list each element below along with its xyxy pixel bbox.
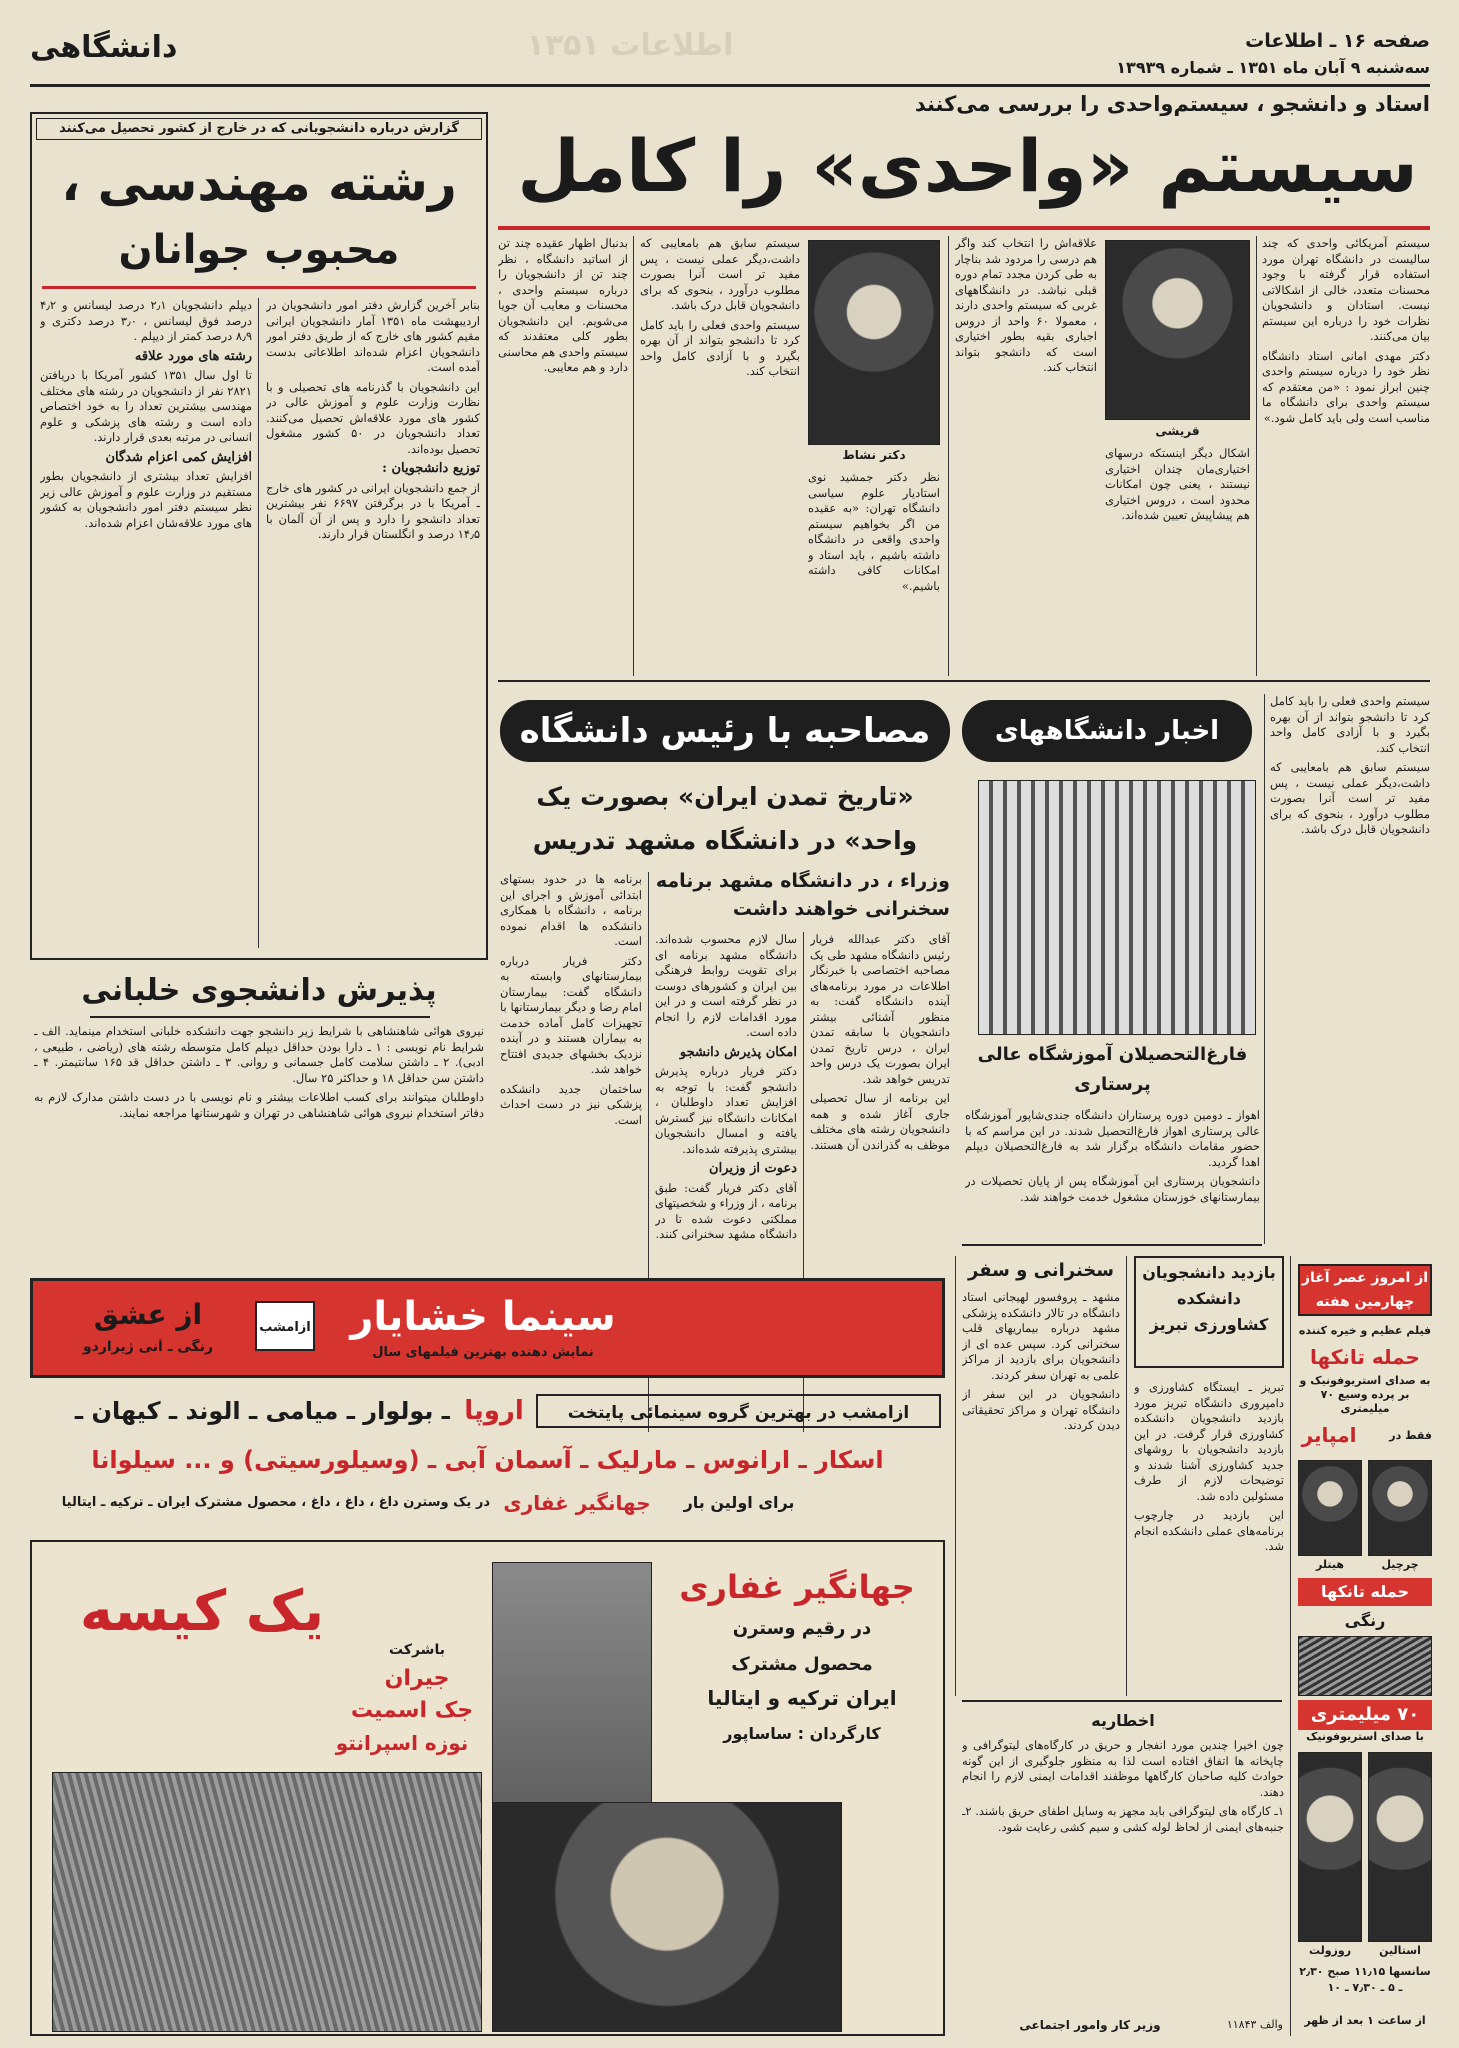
admission-text (34, 1024, 484, 1264)
cinemas-europa: اروپا (464, 1396, 524, 1426)
news-bottom-rule (962, 1244, 1262, 1246)
left-col-1-para: بنابر آخرین گزارش دفتر امور دانشجویان در اردیبهشت ماه ۱۳۵۱ آمار دانشجویان ایرانی مقیم کشور های خارج که از طریق دفتر امور دانشجویان اعزام شده‌اند اطلاعاتی بدست آمده است. (266, 298, 480, 374)
side-ad-photo-stalin (1368, 1752, 1432, 1942)
side-ad-photo-tank (1298, 1636, 1432, 1696)
admission-section (30, 968, 488, 1268)
ad-director: کارگردان : ساساپور (723, 1724, 881, 1743)
lecture-para-2: دانشجویان در این سفر از دانشگاه تهران و مراکز تحقیقاتی دیدن کردند. (962, 1387, 1120, 1432)
side-ad-caption-roosevelt: روزولت (1308, 1944, 1352, 1957)
ad-countries: ایران ترکیه و ایتالیا (707, 1686, 897, 1710)
left-col-2b-para: تا اول سال ۱۳۵۱ کشور آمریکا با دریافتن ۲۸۲۱ نفر از دانشجویان در رشته های مختلف مهندسی بیشترین تعداد را به خود اختصاص داده است و رشته های پزشکی و علوم انسانی در مرتبه بعدی قرار دارند. (40, 368, 252, 444)
side-ad-tonight-box: از امروز عصر آغاز چهارمین هفته (1298, 1264, 1432, 1316)
main-col-3-para: سیستم سابق هم بامعایبی که داشت،دیگر عملی نیست ، پس مفید تر است آنرا بصورت مطلوب درآورد ، بنحوی که برای دانشجویان قابل درک باشد. (640, 236, 800, 312)
notice-signature: وزیر کار وامور اجتماعی (1019, 2018, 1161, 2032)
faded-masthead-text: اطلاعات ۱۳۵۱ (526, 28, 734, 63)
cinema-ad-film-subtitle: رنگی ـ آنی ژیراردو (82, 1339, 214, 1355)
side-ad-stereo: با صدای استریوفونیک (1306, 1730, 1424, 1743)
side-ad-caption-churchill: چرچیل (1381, 1558, 1419, 1571)
left-headline-rule (42, 286, 476, 289)
side-ad-color: رنگی (1344, 1611, 1386, 1630)
news-para-2: دانشجویان پرستاری این آموزشگاه پس از پایان تحصیلات در بیمارستانهای خوزستان مشغول خدمت خواهند شد. (965, 1174, 1260, 1204)
cinemas-line1-left: ازامشب در بهترین گروه سینمائی پایتخت (536, 1394, 941, 1428)
side-ad-times: سانسها ۱۱٫۱۵ صبح ۲٫۳۰ ـ ۵ ـ ۷٫۳۰ ـ ۱۰ (1299, 1965, 1431, 1994)
visit-para-2: این بازدید در چارچوب برنامه‌های عملی دانشکده انجام شد. (1134, 1508, 1284, 1553)
col-divider (1126, 1256, 1127, 1696)
cinema-ad-tagline: نمایش دهنده بهترین فیلمهای سال (372, 1345, 594, 1360)
interview-col-3c-para: ساختمان جدید دانشکده پزشکی نیز در دست احداث است. (500, 1081, 642, 1127)
admission-rule (90, 1016, 430, 1018)
main-headline: سیستم «واحدی» را کامل (517, 124, 1418, 208)
news-text (965, 1108, 1260, 1238)
interview-col-2b-para: دکتر فریار درباره پذیرش دانشجو گفت: با توجه به افزایش تعداد داوطلبان ، امکانات دانشگاه نیز گسترش یافته و امسال دانشجویان بیشتری پذیرفته شده‌اند. (655, 1064, 797, 1156)
ad-cast-1: جیران (384, 1666, 450, 1691)
cinema-ad-tonight: ازامشب (255, 1301, 315, 1351)
side-ad-noon: از ساعت ۱ بعد از ظهر (1304, 2014, 1426, 2027)
cinema-ad-name: سینما خشایار (350, 1294, 616, 1340)
right-col-cont-para-2: سیستم سابق هم بامعایبی که داشت،دیگر عملی نیست ، پس مفید تر است آنرا بصورت مطلوب درآورد ، بنحوی که برای دانشجویان قابل درک باشد. (1270, 760, 1430, 836)
col-divider (1256, 236, 1257, 676)
masthead-rule (30, 84, 1430, 87)
date-line: سه‌شنبه ۹ آبان ماه ۱۳۵۱ ـ شماره ۱۳۹۳۹ (1116, 58, 1430, 77)
main-col-3b-para: نظر دکتر جمشید نوی استادیار علوم سیاسی دانشگاه تهران: «به عقیده من اگر بخواهیم سیستم واحدی واقعی در دانشگاه داشته باشیم ، باید استاد و امکانات کافی داشته باشیم.» (808, 470, 940, 593)
left-col-2-heading: رشته های مورد علاقه (134, 348, 252, 364)
left-col-2-para: دیپلم دانشجویان ۲٫۱ درصد لیسانس و ۴٫۲ درصد فوق لیسانس ، ۳٫۰ درصد دکتری و ۸٫۹ درصد کمتر از دیپلم . (40, 298, 252, 343)
notice-title: اخطاریه (1091, 1711, 1155, 1730)
main-col-3 (640, 236, 800, 676)
main-col-1-para: سیستم آمریکائی واحدی که چند سالیست در دانشگاه تهران مورد استفاده قرار گرفته با وجود محسنات متعدد، خالی از اشکالاتی نیست. استادان و دانشجویان نظرات خود را درباره این سیستم بیان می‌کنند. (1262, 236, 1430, 343)
main-col-1 (1262, 236, 1430, 676)
cinemas-banner (30, 1388, 945, 1528)
side-ad-photo-churchill (1368, 1460, 1432, 1556)
lecture-title: سخنرانی و سفر (968, 1260, 1114, 1281)
news-para: اهواز ـ دومین دوره پرستاران دانشگاه جندی‌شاپور آموزشگاه عالی پرستاری اهواز فارغ‌التحصیل شدند. در این مراسم که با حضور مقامات دانشگاه برگزار شد به فارغ‌التحصیلان دیپلم اهدا گردید. (965, 1108, 1260, 1169)
interview-col-2-heading: امکان پذیرش دانشجو (679, 1044, 797, 1060)
visit-text (1134, 1380, 1284, 1692)
side-ad-title-2: حمله تانکها (1298, 1578, 1432, 1606)
left-story-banner: گزارش درباره دانشجویانی که در خارج از کشور تحصیل می‌کنند (36, 118, 482, 140)
news-subhead: فارغ‌التحصیلان آموزشگاه عالی پرستاری (977, 1044, 1248, 1095)
main-kicker: استاد و دانشجو ، سیستم‌واحدی را بررسی می‌کنند (914, 92, 1430, 116)
side-ad-only-in: فقط در (1389, 1429, 1432, 1442)
interview-col-3b-para: دکتر فریار درباره بیمارستانهای وابسته به دانشگاه گفت: بیمارستان امام رضا و دیگر بیمارستانها با تجهیزات کامل آماده خدمت به بیماران هستند و در آینده نزدیک بخشهای جدیدی افتتاح خواهد شد. (500, 953, 642, 1076)
lecture-text (962, 1290, 1120, 1692)
interview-subhead-1: وزراء ، در دانشگاه مشهد برنامه (655, 870, 950, 892)
admission-title: پذیرش دانشجوی خلبانی (81, 973, 437, 1008)
interview-title: مصاحبه با رئیس دانشگاه (500, 700, 950, 762)
interview-col-1-para: آقای دکتر عبدالله فریار رئیس دانشگاه مشهد طی یک مصاحبه اختصاصی با خبرنگار اطلاعات در مورد برنامه‌های آینده دانشگاه گفت: به منظور آشنائی بیشتر دانشجویان با سابقه تمدن ایران ، درس تاریخ تمدن ایران بصورت یک درس واحد تدریس خواهد شد. (810, 932, 950, 1086)
photo-qoreishi (1105, 240, 1250, 420)
ad-poster-face (492, 1802, 842, 2032)
side-ad-cinema: امپایر (1301, 1423, 1357, 1447)
side-ad-text: به صدای استریوفونیک و بر پرده وسیع ۷۰ میلیمتری (1299, 1374, 1431, 1415)
interview-headline-2: واحد» در دانشگاه مشهد تدریس (532, 826, 918, 855)
main-col-1b-para: دکتر مهدی امانی استاد دانشگاه نظر خود را درباره سیستم واحدی چنین ابراز نمود : «من معتقدم که سیستم واحدی برای دانشگاه ما مناسب است ولی باید کامل شود.» (1262, 348, 1430, 425)
ad-poster-cowboys (52, 1772, 482, 2032)
col-divider (1290, 1256, 1291, 2036)
side-ad-film-line: فیلم عظیم و خیره کننده (1298, 1324, 1432, 1337)
right-col-cont (1270, 694, 1430, 1234)
right-col-cont-para: سیستم واحدی فعلی را باید کامل کرد تا دانشجو بتواند از آن بهره بگیرد و با آزادی کامل واحد انتخاب کند. (1270, 694, 1430, 755)
news-photo-nurses (978, 780, 1256, 1035)
interview-col-2-heading-2: دعوت از وزیران (709, 1161, 797, 1176)
cinemas-line3-left: برای اولین بار (683, 1493, 795, 1512)
main-col-2 (955, 236, 1097, 676)
photo-caption-neshat: دکتر نشاط (842, 448, 906, 462)
ad-genre: در رقیم وسترن (732, 1618, 872, 1639)
side-ad-caption-hitler: هیتلر (1316, 1558, 1344, 1571)
left-col-1b-para: این دانشجویان با گذرنامه های تحصیلی و با نظارت وزارت علوم و آموزش عالی در کشور های مورد علاقه‌اش تحصیل می‌کنند. تعداد دانشجویان در ۵۰ کشور مشغول تحصیل بوده‌اند. (266, 379, 480, 456)
main-col-4 (498, 236, 628, 676)
interview-col-2c-para: آقای دکتر فریار گفت: طبق برنامه ، از وزراء و شخصیتهای مملکتی دعوت شده تا در دانشگاه مشهد سخنرانی کنند. (655, 1180, 797, 1241)
main-col-2-bottom (1105, 446, 1250, 676)
main-col-2b-para: اشکال دیگر اینستکه درسهای اختیاری‌مان چندان اختیاری نیستند ، یعنی چون امکانات محدود است ، دروس اختیاری هم پیشاپیش تعیین شده‌اند. (1105, 446, 1250, 522)
interview-col-2-para: سال لازم محسوب شده‌اند. دانشگاه مشهد برنامه ای برای تقویت روابط فرهنگی بین ایران و کشورهای دوست در نظر گرفته است و در این مورد اقدامات لازم را انجام داده است. (655, 932, 797, 1039)
ad-producer: محصول مشترک (731, 1654, 873, 1675)
ad-title: یک کیسه (79, 1579, 325, 1644)
notice-para-2: ۱ـ کارگاه های لیتوگرافی باید مجهز به وسایل اطفای حریق باشند. ۲ـ جنبه‌های ایمنی از لحاظ لوله کشی و سیم کشی رعایت شود. (962, 1804, 1284, 1834)
side-ad-caption-stalin: استالین (1379, 1944, 1421, 1957)
cinemas-line3-right: در یک وسترن داغ ، داغ ، داغ ، محصول مشترک ایران ـ ترکیه ـ ایتالیا (61, 1495, 490, 1510)
visit-para: تبریز ـ ایستگاه کشاورزی و دامپروری دانشگاه تبریز مورد بازدید دانشجویان دانشکده کشاورزی قرار گرفت. در این بازدید دانشجویان با روشهای جدید کشاورزی آشنا شدند و توضیحات لازم از طرف مسئولین داده شد. (1134, 1380, 1284, 1503)
main-headline-rule (498, 226, 1430, 230)
notice-code: والف ۱۱۸۴۳ (1226, 2018, 1283, 2031)
visit-box (1134, 1256, 1284, 1368)
masthead (0, 0, 1459, 80)
col-divider (948, 236, 949, 676)
lecture-para: مشهد ـ پروفسور لهیجانی استاد دانشگاه در تالار دانشکده پزشکی مشهد درباره بیماریهای قلب سخنرانی کرد. سپس عده ای از دانشجویان برای بازدید از مراکز علمی به تهران سفر کردند. (962, 1290, 1120, 1382)
admission-para: نیروی هوائی شاهنشاهی با شرایط زیر دانشجو جهت دانشکده خلبانی استخدام مینماید. الف ـ شرایط نام نویسی : ۱ ـ دارا بودن حداقل دیپلم کامل متوسطه رشته های (ریاضی ، طبیعی ، ادبی). ۲ ـ داشتن سلامت کامل جسمانی و روانی. ۳ ـ داشتن حداقل قد ۱۶۵ سانتیمتر. ۴ ـ داشتن سن حداقل ۱۸ و حداکثر ۲۵ سال. (34, 1024, 484, 1085)
ad-cast-2: جک اسمیت (350, 1698, 474, 1723)
side-ad-photo-roosevelt (1298, 1752, 1362, 1942)
side-ad-photo-hitler (1298, 1460, 1362, 1556)
cinema-ad-film-title: از عشق (93, 1298, 203, 1331)
left-col-2c-para: افزایش تعداد بیشتری از دانشجویان بطور مستقیم در وزارت علوم و آموزش عالی زیر نظر سیستم دفتر امور دانشجویان به کشور های مورد علاقه‌شان اعزام شده‌اند. (40, 469, 252, 530)
main-col-4b-para: سیستم واحدی فعلی را باید کامل کرد تا دانشجو بتواند از آن بهره بگیرد و با آزادی کامل واحد انتخاب کند. (640, 317, 800, 378)
left-story-box (30, 112, 488, 960)
col-divider (955, 1256, 956, 1696)
visit-title: بازدید دانشجویان دانشکده کشاورزی تبریز (1142, 1263, 1276, 1334)
left-col-1c-para: از جمع دانشجویان ایرانی در کشور های خارج ـ آمریکا با در برگرفتن ۶۶۹۷ نفر بیشترین تعداد دانشجو را دارد و پس از آن آلمان با ۱۴٫۵ درصد و انگلستان قرار دارند. (266, 480, 480, 541)
left-col-2 (40, 298, 252, 952)
ad-cast-label: باشرکت (389, 1642, 445, 1658)
news-title: اخبار دانشگاههای (962, 700, 1252, 762)
side-ad-film-title: حمله تانکها (1310, 1345, 1420, 1369)
side-ad-mm: ۷۰ میلیمتری (1298, 1700, 1432, 1730)
cinema-ad-box (30, 1278, 945, 1378)
photo-caption-qoreishi: قریشی (1155, 424, 1200, 438)
cinemas-line2: اسکار ـ ارانوس ـ مارلیک ـ آسمان آبی ـ (وسیلورسیتی) و ... سیلوانا (91, 1446, 884, 1474)
cinemas-line1-right: ـ بولوار ـ میامی ـ الوند ـ کیهان ـ (74, 1397, 450, 1425)
ad-cast-3: نوزه اسپرانتو (335, 1731, 469, 1755)
main-col-2-para: علاقه‌اش را انتخاب کند واگر هم درسی را مردود شد بناچار به طی کردن مجدد تمام دوره قبلی نباشد. در دانشگاههای غربی که سیستم واحدی دارند ، معمولا ۶۰ واحد از دروس اجباری بقیه بطور اختیاری است که دانشجو بتواند انتخاب کند. (955, 236, 1097, 374)
section-title: دانشگاهی (30, 30, 178, 65)
interview-headline-1: «تاریخ تمدن ایران» بصورت یک (536, 782, 914, 811)
main-story-bottom-rule (498, 680, 1430, 682)
left-col-1-heading: توزیع دانشجویان : (382, 461, 480, 476)
big-movie-ad (30, 1540, 945, 2036)
cinemas-line3-name: جهانگیر غفاری (503, 1491, 651, 1515)
lecture-bottom-rule (962, 1700, 1282, 1702)
main-col-4-para: بدنبال اظهار عقیده چند تن از اساتید دانشگاه ، نظر چند تن از دانشجویان را درباره سیستم واحدی ، محسنات و معایب آن جویا می‌شویم. این دانشجویان بطور کلی معتقدند که سیستم واحدی هم محاسنی دارد و هم معایبی. (498, 236, 628, 374)
left-headline-1: رشته مهندسی ، (61, 154, 457, 212)
admission-para-2: داوطلبان میتوانند برای کسب اطلاعات بیشتر و نام نویسی با در دست داشتن مدارک لازم به دفاتر استخدام نیروی هوائی شاهنشاهی در تهران و شهرستانها مراجعه نمایند. (34, 1090, 484, 1120)
notice-para: چون اخیرا چندین مورد انفجار و حریق در کارگاه‌های لیتوگرافی و چاپخانه ها اتفاق افتاده است لذا به منظور جلوگیری از این گونه حوادث کلیه صاحبان کارگاهها موظفند اقدامات ایمنی لازم را انجام دهند. (962, 1738, 1284, 1799)
left-col-1 (266, 298, 480, 952)
interview-subhead-2: سخنرانی خواهند داشت (732, 898, 950, 920)
main-col-3-bottom (808, 470, 940, 676)
col-divider (258, 298, 259, 948)
interview-col-3-para: برنامه ها در حدود بستهای ابتدائی آموزش و اجرای این برنامه ، دانشگاه با همکاری دانشکده ها اقدام نموده است. (500, 872, 642, 948)
interview-col-1b-para: این برنامه از سال تحصیلی جاری آغاز شده و همه دانشجویان رشته های مختلف موظف به گذراندن آن هستند. (810, 1091, 950, 1152)
left-headline-2: محبوب جوانان (118, 227, 400, 273)
notice-text (962, 1738, 1284, 2008)
left-col-2-heading-2: افزایش کمی اعزام شدگان (105, 449, 252, 465)
col-divider (1264, 694, 1265, 1244)
photo-neshat (808, 240, 940, 445)
col-divider (633, 236, 634, 676)
ad-star: جهانگیر غفاری (679, 1568, 915, 1606)
page-number: صفحه ۱۶ ـ اطلاعات (1245, 30, 1430, 52)
